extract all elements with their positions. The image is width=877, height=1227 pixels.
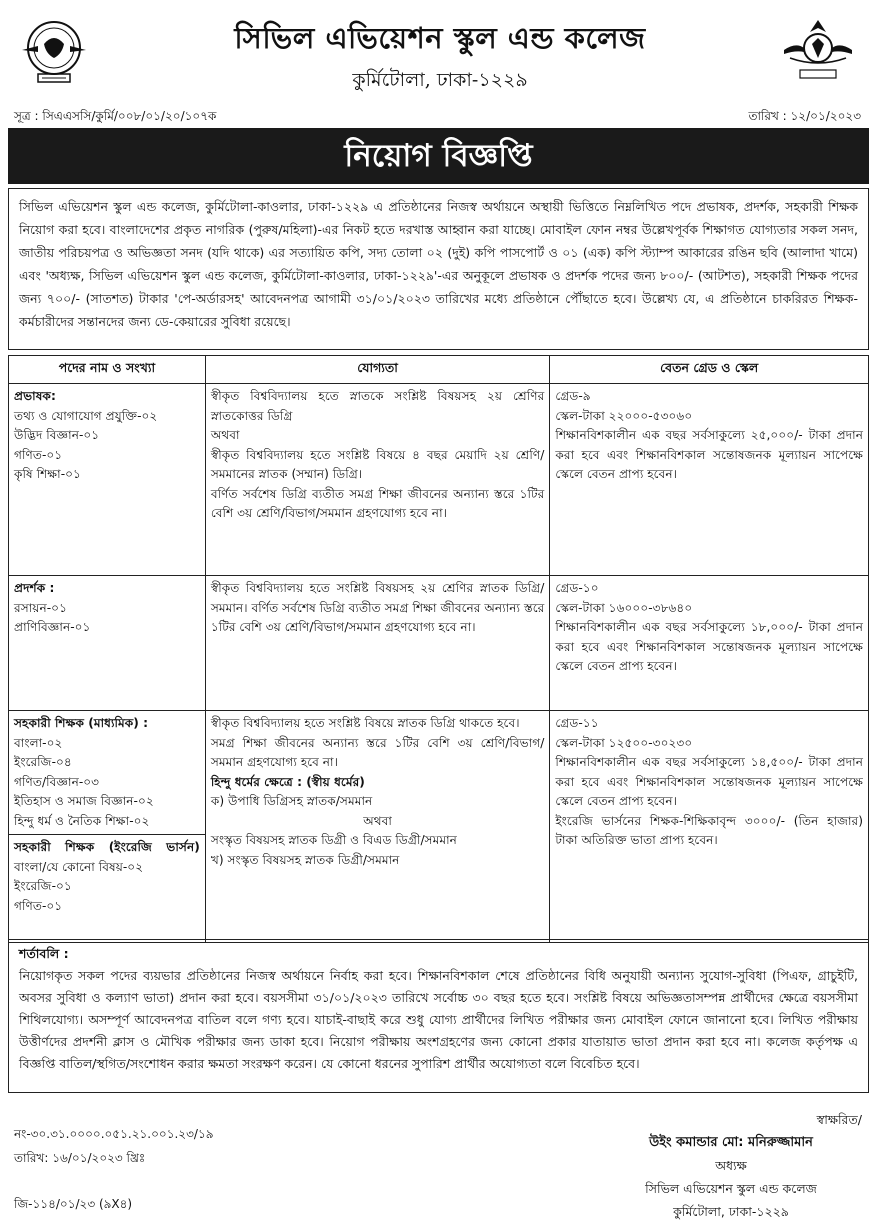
issue-date: তারিখ : ১২/০১/২০২৩ (748, 109, 861, 123)
post-item: বাংলা/যে কোনো বিষয়-০২ (14, 859, 144, 874)
post-item: প্রাণিবিজ্ঞান-০১ (14, 620, 91, 634)
post-item: তথ্য ও যোগাযোগ প্রযুক্তি-০২ (14, 408, 158, 423)
table-header-row (9, 356, 869, 384)
post-item: গণিত/বিজ্ঞান-০৩ (14, 774, 100, 789)
table-row-demonstrator (9, 576, 869, 711)
table-row-assistant-teacher (9, 711, 869, 943)
signatory-designation: অধ্যক্ষ (715, 1158, 747, 1173)
pay-cell (550, 711, 869, 943)
qualification-text: সংস্কৃত বিষয়সহ স্নাতক ডিগ্রী ও বিএড ডিগ্রী/সমমান (210, 833, 457, 847)
qualification-text: সমগ্র শিক্ষা জীবনের অন্যান্য স্তরে ১টির বেশি ৩য় শ্রেণি/বিভাগ/সমমান গ্রহণযোগ্য হবে না। (210, 735, 545, 769)
memo-number: নং-৩০.৩১.০০০০.০৫১.২১.০০১.২৩/১৯ (14, 1127, 214, 1141)
post-item: গণিত-০১ (14, 898, 63, 913)
or-separator: অথবা (210, 428, 240, 442)
signatory-address: কুর্মিটোলা, ঢাকা-১২২৯ (673, 1204, 789, 1219)
post-title: সহকারী শিক্ষক (মাধ্যমিক) : (14, 716, 148, 730)
post-item: ইংরেজি-০৪ (14, 755, 72, 769)
hindu-religion-heading: হিন্দু ধর্মের ক্ষেত্রে : (স্বীয় ধর্মের) (210, 774, 365, 789)
signatory-name: উইং কমান্ডার মো: মনিরুজ্জামান (649, 1135, 813, 1150)
qualification-cell (205, 711, 550, 943)
qualification-text: স্বীকৃত বিশ্ববিদ্যালয় হতে স্নাতকে সংশ্লিষ্ট বিষয়সহ ২য় শ্রেণির স্নাতকোত্তর ডিগ্রি (210, 389, 545, 423)
post-item: কৃষি শিক্ষা-০১ (14, 467, 81, 481)
table-row-lecturer (9, 384, 869, 576)
post-item: ইতিহাস ও সমাজ বিজ্ঞান-০২ (14, 794, 154, 808)
memo-date: তারিখ: ১৬/০১/২০২৩ খ্রিঃ (14, 1151, 146, 1165)
pay-scale: স্কেল-টাকা ১২৫০০-৩০২৩০ (555, 735, 693, 750)
post-cell (9, 576, 206, 711)
terms-text: নিয়োগকৃত সকল পদের ব্যয়ভার প্রতিষ্ঠানের নিজস্ব অর্থায়নে নির্বাহ করা হবে। শিক্ষানবিশকাল শেষে প্রতিষ্ঠানের বিধি অনুযায়ী অন্যান্য সুযোগ-সুবিধা (পিএফ, গ্রাচুইটি, অবসর সুবিধা ও কল্যাণ ভাতা) প্রদান করা হবে। বয়সসীমা ৩১/০১/২০২৩ তারিখে সর্বোচ্চ ৩০ বছর হতে হবে। সংশ্লিষ্ট বিষয়ে অভিজ্ঞতাসম্পন্ন প্রার্থীদের ক্ষেত্রে বয়সসীমা শিথিলযোগ্য। অসম্পূর্ণ আবেদনপত্র বাতিল বলে গণ্য হবে। যাচাই-বাছাই করে শুধু যোগ্য প্রার্থীদের লিখিত পরীক্ষার জন্য মোবাইল ফোনে জানানো হবে। লিখিত পরীক্ষায় উত্তীর্ণদের প্রদর্শনী ক্লাস ও মৌখিক পরীক্ষার জন্য ডাকা হবে। নিয়োগ পরীক্ষায় অংশগ্রহণের জন্য কোনো প্রকার যাতায়াত ভাতা প্রদান করা হবে না। কলেজ কর্তৃপক্ষ এ বিজ্ঞপ্তি বাতিল/স্থগিত/সংশোধন করার ক্ষমতা সংরক্ষণ করেন। যে কোনো ধরনের সুপারিশ প্রার্থীর অযোগ্যতা বলে বিবেচিত হবে। (19, 968, 858, 1071)
qualification-text: বর্ণিত সর্বশেষ ডিগ্রি ব্যতীত সমগ্র শিক্ষা জীবনের অন্যান্য স্তরে ১টির বেশি ৩য় শ্রেণি/বিভাগ/সমমান গ্রহণযোগ্য হবে না। (210, 486, 545, 520)
post-item: উদ্ভিদ বিজ্ঞান-০১ (14, 428, 100, 442)
column-header-qualification: যোগ্যতা (205, 356, 550, 384)
qualification-cell (205, 576, 550, 711)
intro-paragraph: সিভিল এভিয়েশন স্কুল এন্ড কলেজ, কুর্মিটোলা-কাওলার, ঢাকা-১২২৯ এ প্রতিষ্ঠানের নিজস্ব অর্থায়নে অস্থায়ী ভিত্তিতে নিম্নলিখিত পদে প্রভাষক, প্রদর্শক, সহকারী শিক্ষক নিয়োগ করা হবে। বাংলাদেশের প্রকৃত নাগরিক (পুরুষ/মহিলা)-এর নিকট হতে দরখাস্ত আহ্বান করা যাচ্ছে। মোবাইল ফোন নম্বর উল্লেখপূর্বক শিক্ষাগত যোগ্যতার সকল সনদ, জাতীয় পরিচয়পত্র ও অভিজ্ঞতা সনদ (যদি থাকে) এর সত্যায়িত কপি, সদ্য তোলা ০২ (দুই) কপি পাসপোর্ট ও ০১ (এক) কপি স্ট্যাম্প আকারের রঙিন ছবি (আলাদা খামে) এবং 'অধ্যক্ষ, সিভিল এভিয়েশন স্কুল এন্ড কলেজ, কুর্মিটোলা-কাওলার, ঢাকা-১২২৯'-এর অনুকূলে প্রভাষক ও প্রদর্শক পদের জন্য ৮০০/- (আটশত), সহকারী শিক্ষক পদের জন্য ৭০০/- (সাতশত) টাকার 'পে-অর্ডারসহ' আবেদনপত্র আগামী ৩১/০১/২০২৩ তারিখের মধ্যে প্রতিষ্ঠানে পৌঁছাতে হবে। উল্লেখ্য যে, এ প্রতিষ্ঠানে চাকরিরত শিক্ষক-কর্মচারীদের সন্তানদের জন্য ডে-কেয়ারের সুবিধা রয়েছে। (8, 188, 869, 350)
signed-label: স্বাক্ষরিত/ (816, 1112, 862, 1127)
terms-title: শর্তাবলি : (19, 946, 69, 961)
memo-block (14, 1122, 214, 1170)
government-emblem-icon (18, 14, 90, 86)
column-header-post: পদের নাম ও সংখ্যা (9, 356, 206, 384)
post-item: হিন্দু ধর্ম ও নৈতিক শিক্ষা-০২ (14, 813, 150, 828)
qualification-text: স্বীকৃত বিশ্ববিদ্যালয় হতে সংশ্লিষ্ট বিষয়ে ৪ বছর মেয়াদি ২য় শ্রেণি/সমমানের স্নাতক (সম্মান) ডিগ্রি। (210, 447, 545, 481)
probation-note: শিক্ষানবিশকালীন এক বছর সর্বসাকুল্যে ১৪,৫০০/- টাকা প্রদান করা হবে এবং শিক্ষানবিশকাল সন্তোষজনক মূল্যায়ন সাপেক্ষে স্কেলে বেতন প্রাপ্য হবেন। (555, 755, 863, 808)
institution-address: কুর্মিটোলা, ঢাকা-১২২৯ (352, 69, 528, 91)
post-title: প্রদর্শক : (14, 581, 55, 595)
qualification-text: স্বীকৃত বিশ্ববিদ্যালয় হতে সংশ্লিষ্ট বিষয়ে স্নাতক ডিগ্রি থাকতে হবে। (210, 716, 520, 730)
notice-title-banner: নিয়োগ বিজ্ঞপ্তি (8, 128, 869, 184)
probation-note: শিক্ষানবিশকালীন এক বছর সর্বসাকুল্যে ২৫,০০০/- টাকা প্রদান করা হবে এবং শিক্ষানবিশকাল সন্তোষজনক মূল্যায়ন সাপেক্ষে স্কেলে বেতন প্রাপ্য হবেন। (555, 428, 863, 481)
signature-block (600, 1108, 862, 1223)
pay-grade: গ্রেড-১০ (555, 581, 599, 595)
qualification-text: ক) উপাধি ডিগ্রিসহ স্নাতক/সমমান (210, 794, 373, 808)
pay-scale: স্কেল-টাকা ১৬০০০-৩৮৬৪০ (555, 600, 693, 615)
or-separator: অথবা (363, 813, 392, 828)
pay-cell (550, 576, 869, 711)
qualification-text: খ) সংস্কৃত বিষয়সহ স্নাতক ডিগ্রী/সমমান (210, 852, 400, 867)
probation-note: শিক্ষানবিশকালীন এক বছর সর্বসাকুল্যে ১৮,০০০/- টাকা প্রদান করা হবে এবং শিক্ষানবিশকাল সন্তোষজনক মূল্যায়ন সাপেক্ষে স্কেলে বেতন প্রাপ্য হবেন। (555, 620, 863, 673)
qualification-cell (205, 384, 550, 576)
pay-cell (550, 384, 869, 576)
post-cell (9, 711, 206, 943)
posts-table (8, 355, 869, 943)
print-code: জি-১১৪/০১/২৩ (৯X৪) (14, 1197, 133, 1211)
post-item: গণিত-০১ (14, 447, 63, 462)
column-header-pay-scale: বেতন গ্রেড ও স্কেল (550, 356, 869, 384)
english-version-allowance: ইংরেজি ভার্সনের শিক্ষক-শিক্ষিকাবৃন্দ ৩০০০/- (তিন হাজার) টাকা অতিরিক্ত ভাতা প্রাপ্য হবেন। (555, 813, 863, 847)
post-item: ইংরেজি-০১ (14, 879, 72, 893)
institution-name: সিভিল এভিয়েশন স্কুল এন্ড কলেজ (234, 21, 646, 55)
post-title: প্রভাষক: (14, 389, 56, 403)
pay-grade: গ্রেড-১১ (555, 716, 599, 730)
reference-number: সূত্র : সিএএসসি/কুর্মি/০০৮/০১/২০/১০৭ক (14, 109, 217, 123)
qualification-text: স্বীকৃত বিশ্ববিদ্যালয় হতে সংশ্লিষ্ট বিষয়সহ ২য় শ্রেণির স্নাতক ডিগ্রি/সমমান। বর্ণিত সর্বশেষ ডিগ্রি ব্যতীত সমগ্র শিক্ষা জীবনের অন্যান্য স্তরে ১টির বেশি ৩য় শ্রেণি/বিভাগ/সমমান গ্রহণযোগ্য হবে না। (210, 581, 545, 634)
letterhead (0, 0, 877, 108)
terms-section (8, 939, 869, 1093)
post-title-english-version: সহকারী শিক্ষক (ইংরেজি ভার্সন) (14, 840, 200, 854)
college-crest-icon (782, 14, 854, 86)
pay-grade: গ্রেড-৯ (555, 389, 591, 403)
signatory-institution: সিভিল এভিয়েশন স্কুল এন্ড কলেজ (645, 1181, 817, 1196)
pay-scale: স্কেল-টাকা ২২০০০-৫৩০৬০ (555, 408, 693, 423)
post-item: রসায়ন-০১ (14, 600, 67, 615)
post-cell (9, 384, 206, 576)
post-item: বাংলা-০২ (14, 735, 63, 750)
